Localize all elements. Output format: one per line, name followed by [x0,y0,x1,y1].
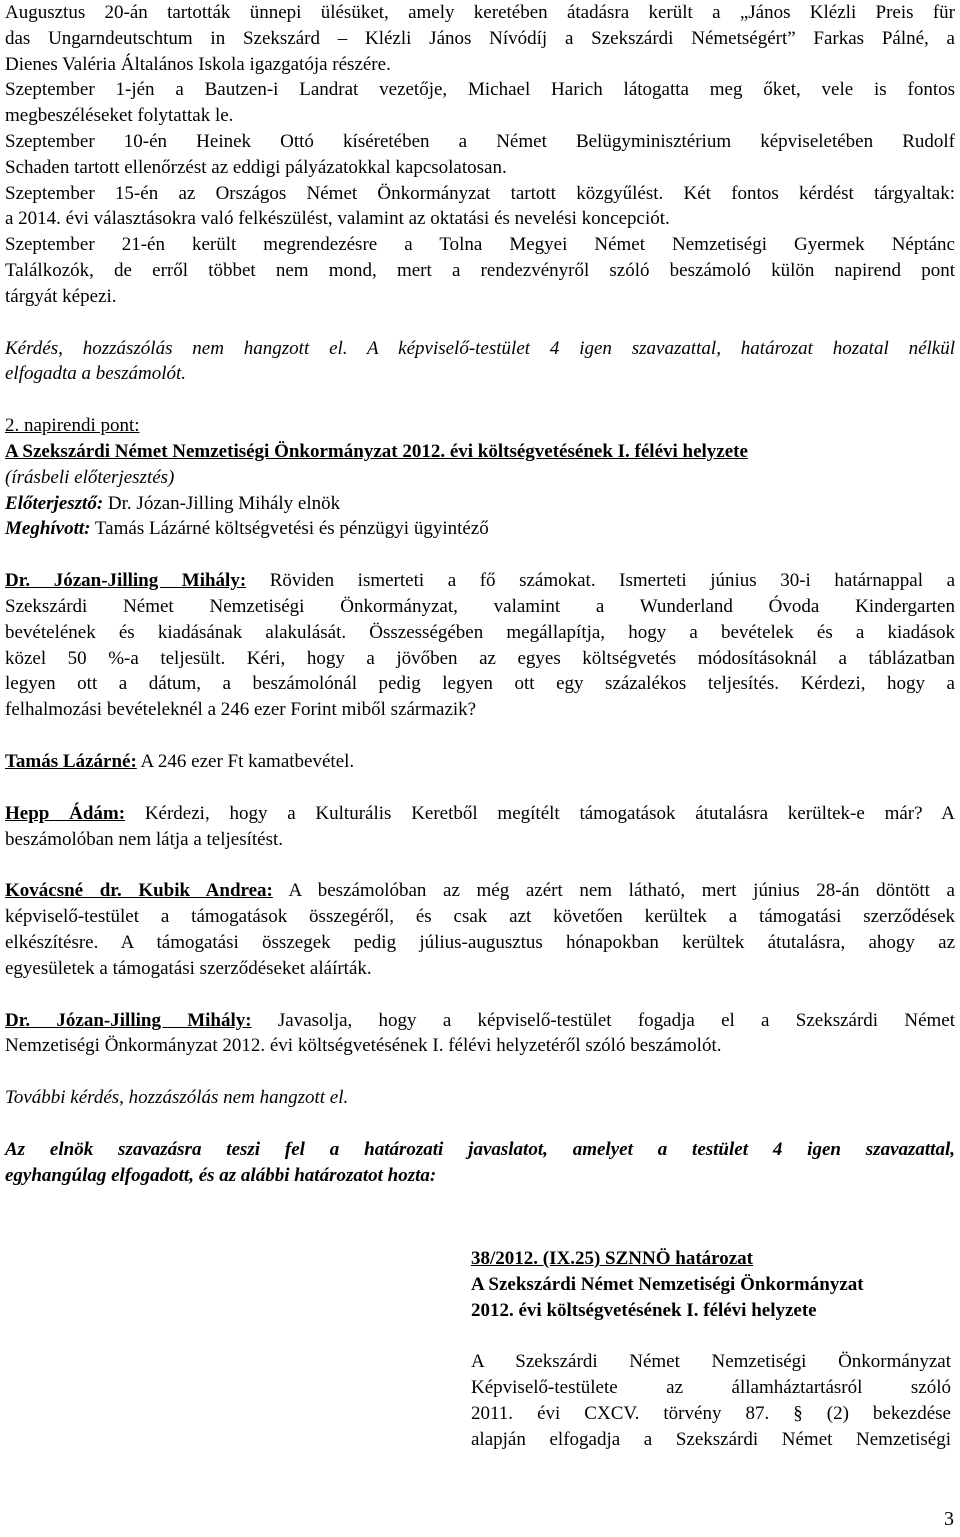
agenda-presenter [5,491,955,517]
resolution-title: 2012. évi költségvetésének I. félévi helyzete [471,1299,817,1321]
speech-text: A 246 ezer Ft kamatbevétel. [136,750,355,772]
text-line: Az elnök szavazásra teszi fel a határozati javaslatot, amelyet a testület 4 igen szavazattal, [5,1138,955,1160]
text-line: elkészítésre. A támogatási összegek pedig július-augusztus hónapokban kerültek átutalásra, ahogy az [5,931,955,953]
text-line: Szeptember 21-én került megrendezésre a Tolna Megyei Német Nemzetiségi Gyermek Néptánc [5,234,955,256]
speech-text: A beszámolóban az még azért nem látható, mert június 28-án döntött a [272,880,955,902]
speaker-name: Dr. Józan-Jilling Mihály: [5,570,247,592]
text-line: legyen ott a dátum, a beszámolónál pedig legyen ott egy százalékos teljesítés. Kérdezi, hogy a [5,673,955,695]
speech-text: Javasolja, hogy a képviselő-testület fogadja el a Szekszárdi Német [251,1009,955,1031]
resolution-text: Képviselő-testülete az államháztartásról szóló [471,1377,951,1399]
resolution-block [471,1246,951,1453]
text-line: tárgyát képezi. [5,285,117,307]
no-more-questions: További kérdés, hozzászólás nem hangzott el. [5,1087,349,1109]
text-line: Szeptember 1-jén a Bautzen-i Landrat vezetője, Michael Harich látogatta meg őket, vele is fontos [5,79,955,101]
resolution-text: alapján elfogadja a Szekszárdi Német Nemzetiségi [471,1428,951,1450]
resolution-text: 2011. évi CXCV. törvény 87. § (2) bekezdése [471,1402,951,1424]
text-line: felhalmozási bevételeknél a 246 ezer Forint miből származik? [5,699,477,721]
agenda-type: (írásbeli előterjesztés) [5,466,175,488]
invited-label: Meghívott: [5,518,91,540]
text-line: Találkozók, de erről többet nem mond, mert a rendezvényről szóló beszámoló külön napirend pont [5,259,955,281]
resolution-text: A Szekszárdi Német Nemzetiségi Önkormányzat [471,1351,951,1373]
vote-statement [5,336,955,388]
resolution-title: A Szekszárdi Német Nemzetiségi Önkormányzat [471,1273,864,1295]
text-line: Nemzetiségi Önkormányzat 2012. évi költségvetésének I. félévi helyzetéről szóló beszámolót. [5,1035,722,1057]
text-line [5,801,955,827]
text-line: beszámolóban nem látja a teljesítést. [5,828,284,850]
text-line [5,1008,955,1034]
speaker-name: Tamás Lázárné: [5,750,137,772]
paragraph-september-15 [5,181,955,233]
text-line: Augusztus 20-án tartották ünnepi ülésüket, amely keretében átadásra került a „János Klézli Preis für [5,2,955,23]
paragraph-september-1 [5,77,955,129]
text-line: bevételének és kiadásának alakulását. Összességében megállapítja, hogy a bevételek és a kiadások [5,621,955,643]
text-line [5,568,955,594]
speech-jozan-1 [5,568,955,723]
invited-name: Tamás Lázárné költségvetési és pénzügyi ügyintéző [90,518,489,540]
text-line: elfogadta a beszámolót. [5,363,187,385]
paragraph-september-21 [5,232,955,309]
text-line: Szekszárdi Német Nemzetiségi Önkormányzat, valamint a Wunderland Óvoda Kindergarten [5,595,955,617]
presenter-name: Dr. Józan-Jilling Mihály elnök [103,492,341,514]
speech-text: Röviden ismerteti a fő számokat. Ismerteti június 30-i határnappal a [246,570,955,592]
text-line [5,749,955,775]
text-line: képviselő-testület a támogatások összegéről, és csak azt követően kerültek a támogatási szerződések [5,906,955,928]
text-line: közel 50 %-a teljesült. Kéri, hogy a jövőben az egyes költségvetés módosításoknál a táblázatban [5,647,955,669]
text-line: egyhangúlag elfogadott, és az alábbi határozatot hozta: [5,1164,437,1186]
document-page [5,0,955,1188]
agenda-number: 2. napirendi pont: [5,415,140,437]
speech-tamas [5,749,955,775]
speech-hepp [5,801,955,853]
presenter-label: Előterjesztő: [5,492,104,514]
text-line: Schaden tartott ellenőrzést az eddigi pályázatokkal kapcsolatosan. [5,156,507,178]
speech-jozan-2 [5,1008,955,1060]
resolution-number: 38/2012. (IX.25) SZNNÖ határozat [471,1248,754,1269]
chair-vote-statement [5,1137,955,1189]
speaker-name: Hepp Ádám: [5,802,126,824]
speech-text: Kérdezi, hogy a Kulturális Keretből megítélt támogatások átutalásra kerültek-e már? A [125,802,955,824]
page-number: 3 [944,1508,954,1531]
paragraph-september-10 [5,129,955,181]
speaker-name: Dr. Józan-Jilling Mihály: [5,1009,252,1031]
text-line: Dienes Valéria Általános Iskola igazgatója részére. [5,53,391,75]
text-line: Szeptember 15-én az Országos Német Önkormányzat tartott közgyűlést. Két fontos kérdést tárgyaltak: [5,182,955,204]
agenda-item [5,413,955,542]
text-line: a 2014. évi választásokra való felkészülést, valamint az oktatási és nevelési koncepciót. [5,208,670,230]
text-line [5,878,955,904]
paragraph-august-20 [5,0,955,77]
text-line: megbeszéléseket folytattak le. [5,105,234,127]
text-line: Kérdés, hozzászólás nem hangzott el. A képviselő-testület 4 igen szavazattal, határozat hozatal nélkül [5,337,955,359]
speaker-name: Kovácsné dr. Kubik Andrea: [5,880,273,902]
text-line: Szeptember 10-én Heinek Ottó kíséretében a Német Belügyminisztérium képviseletében Rudolf [5,130,955,152]
speech-kovacsne [5,878,955,981]
text-line: das Ungarndeutschtum in Szekszárd – Klézli János Nívódíj a Szekszárdi Németségért” Farkas Pálné, a [5,27,955,49]
agenda-invited [5,516,955,542]
agenda-title: A Szekszárdi Német Nemzetiségi Önkormányzat 2012. évi költségvetésének I. félévi helyzete [5,440,748,462]
text-line: egyesületek a támogatási szerződéseket aláírták. [5,957,372,979]
